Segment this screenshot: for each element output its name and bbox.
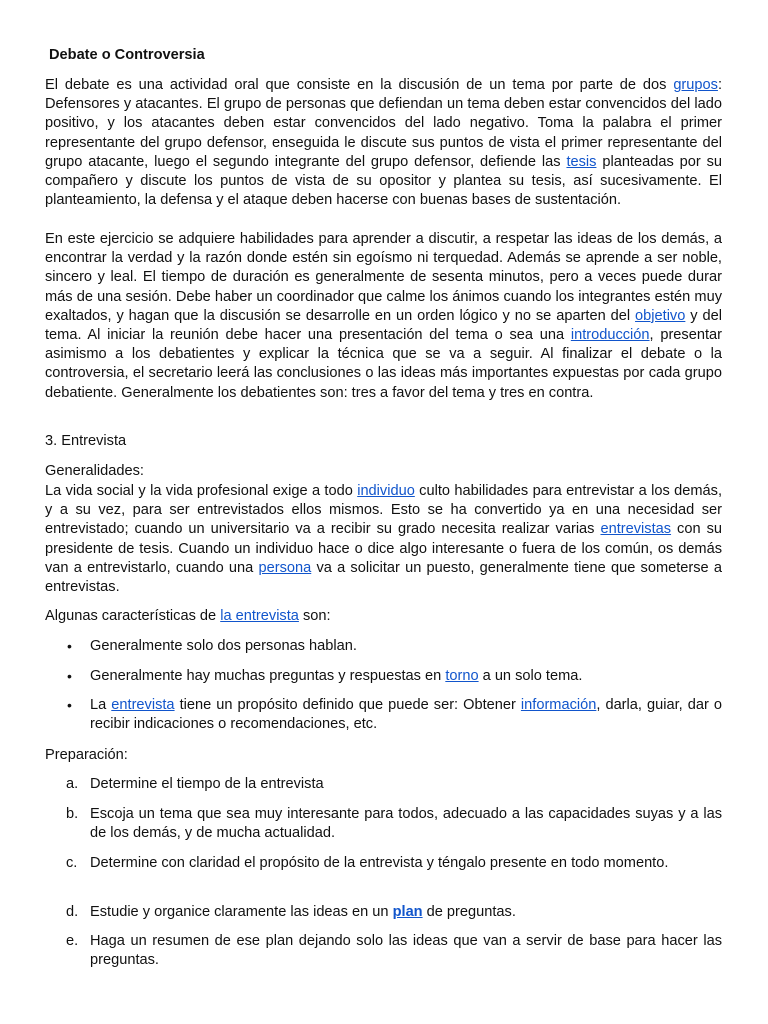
step-item-b: Escoja un tema que sea muy interesante para todos, adecuado a las capacidades suyas y a las de los demás, y de mucha actualidad. [90, 806, 722, 842]
generalidades-label: Generalidades: [45, 463, 144, 479]
link-entrevista[interactable]: entrevista [111, 697, 175, 713]
step-marker-c: c. [66, 855, 78, 871]
caracteristicas-intro: Algunas características de la entrevista son: [45, 608, 331, 624]
bullet-marker: • [67, 668, 72, 684]
bullet-marker: • [67, 638, 72, 654]
link-introduccion[interactable]: introducción [570, 327, 650, 344]
bullet-marker: • [67, 697, 72, 713]
step-item-d: Estudie y organice claramente las ideas en un plan de preguntas. [90, 904, 516, 920]
link-la-entrevista[interactable]: la entrevista [220, 608, 299, 624]
section-title: Debate o Controversia [49, 47, 205, 63]
link-informacion[interactable]: información [520, 697, 597, 713]
preparacion-label: Preparación: [45, 747, 128, 763]
step-item-e: Haga un resumen de ese plan dejando solo las ideas que van a servir de base para hacer las preguntas. [90, 933, 722, 969]
step-item-c: Determine con claridad el propósito de la entrevista y téngalo presente en todo momento. [90, 855, 669, 871]
step-marker-a: a. [66, 776, 79, 792]
step-marker-b: b. [66, 806, 79, 822]
entrevista-paragraph: La vida social y la vida profesional exige a todo individuo culto habilidades para entrevistar a los demás, y a su vez, para ser entrevistados ellos mismos. Esto se ha convertido ya en una necesidad ser entrevistado; cuando un universitario va a recibir su grado necesita realizar varias entrevistas con su presidente de tesis. Cuando un individuo hace o dice algo interesante o fuera de los común, os demás van a entrevistarlo, cuando una persona va a solicitar un puesto, generalmente tiene que someterse a entrevistas. [45, 483, 723, 596]
link-plan[interactable]: plan [392, 904, 423, 920]
link-torno[interactable]: torno [445, 668, 479, 684]
link-persona[interactable]: persona [258, 559, 312, 576]
bullet-item-2: Generalmente hay muchas preguntas y respuestas en torno a un solo tema. [90, 668, 583, 684]
link-objetivo[interactable]: objetivo [635, 307, 686, 324]
debate-paragraph-1: El debate es una actividad oral que consiste en la discusión de un tema por parte de dos grupos: Defensores y atacantes. El grupo de personas que defiendan un tema deben estar convencidos del lado positivo, y los atacantes deben estar convencidos del lado negativo. Toma la palabra el primer representante del grupo defensor, enseguida le discute sus puntos de vista el primer representante del grupo atacante, luego el segundo integrante del grupo defensor, defiende las tesis planteadas por su compañero y discute los puntos de vista de su opositor y plantea su tesis, así sucesivamente. El planteamiento, la defensa y el ataque deben hacerse con buenas bases de sustentación. [45, 77, 723, 209]
link-tesis[interactable]: tesis [566, 153, 597, 170]
bullet-item-3: La entrevista tiene un propósito definido que puede ser: Obtener información, darla, guiar, dar o recibir indicaciones o recomendaciones, etc. [90, 697, 722, 733]
step-item-a: Determine el tiempo de la entrevista [90, 776, 324, 792]
link-individuo[interactable]: individuo [357, 483, 415, 499]
bullet-item-1: Generalmente solo dos personas hablan. [90, 638, 357, 654]
link-grupos[interactable]: grupos [673, 77, 718, 93]
section-heading-entrevista: 3. Entrevista [45, 433, 127, 449]
step-marker-d: d. [66, 904, 79, 920]
debate-paragraph-2: En este ejercicio se adquiere habilidades para aprender a discutir, a respetar las ideas de los demás, a encontrar la verdad y la razón donde estén sin egoísmo ni terquedad. Además se aprende a ser noble, sincero y leal. El tiempo de duración es generalmente de sesenta minutos, pero a veces puede durar más de una sesión. Debe haber un coordinador que calme los ánimos cuando los integrantes estén muy exaltados, y hagan que la discusión se desarrolle en un orden lógico y no se aparten del objetivo y del tema. Al iniciar la reunión debe hacer una presentación del tema o sea una introducción, presentar asimismo a los debatientes y explicar la técnica que se va a seguir. Al finalizar el debate o la controversia, el secretario leerá las conclusiones o las ideas más importantes expuestas por cada grupo debatiente. Generalmente los debatientes son: tres a favor del tema y tres en contra. [45, 231, 722, 401]
link-entrevistas[interactable]: entrevistas [600, 521, 672, 538]
step-marker-e: e. [66, 933, 79, 949]
